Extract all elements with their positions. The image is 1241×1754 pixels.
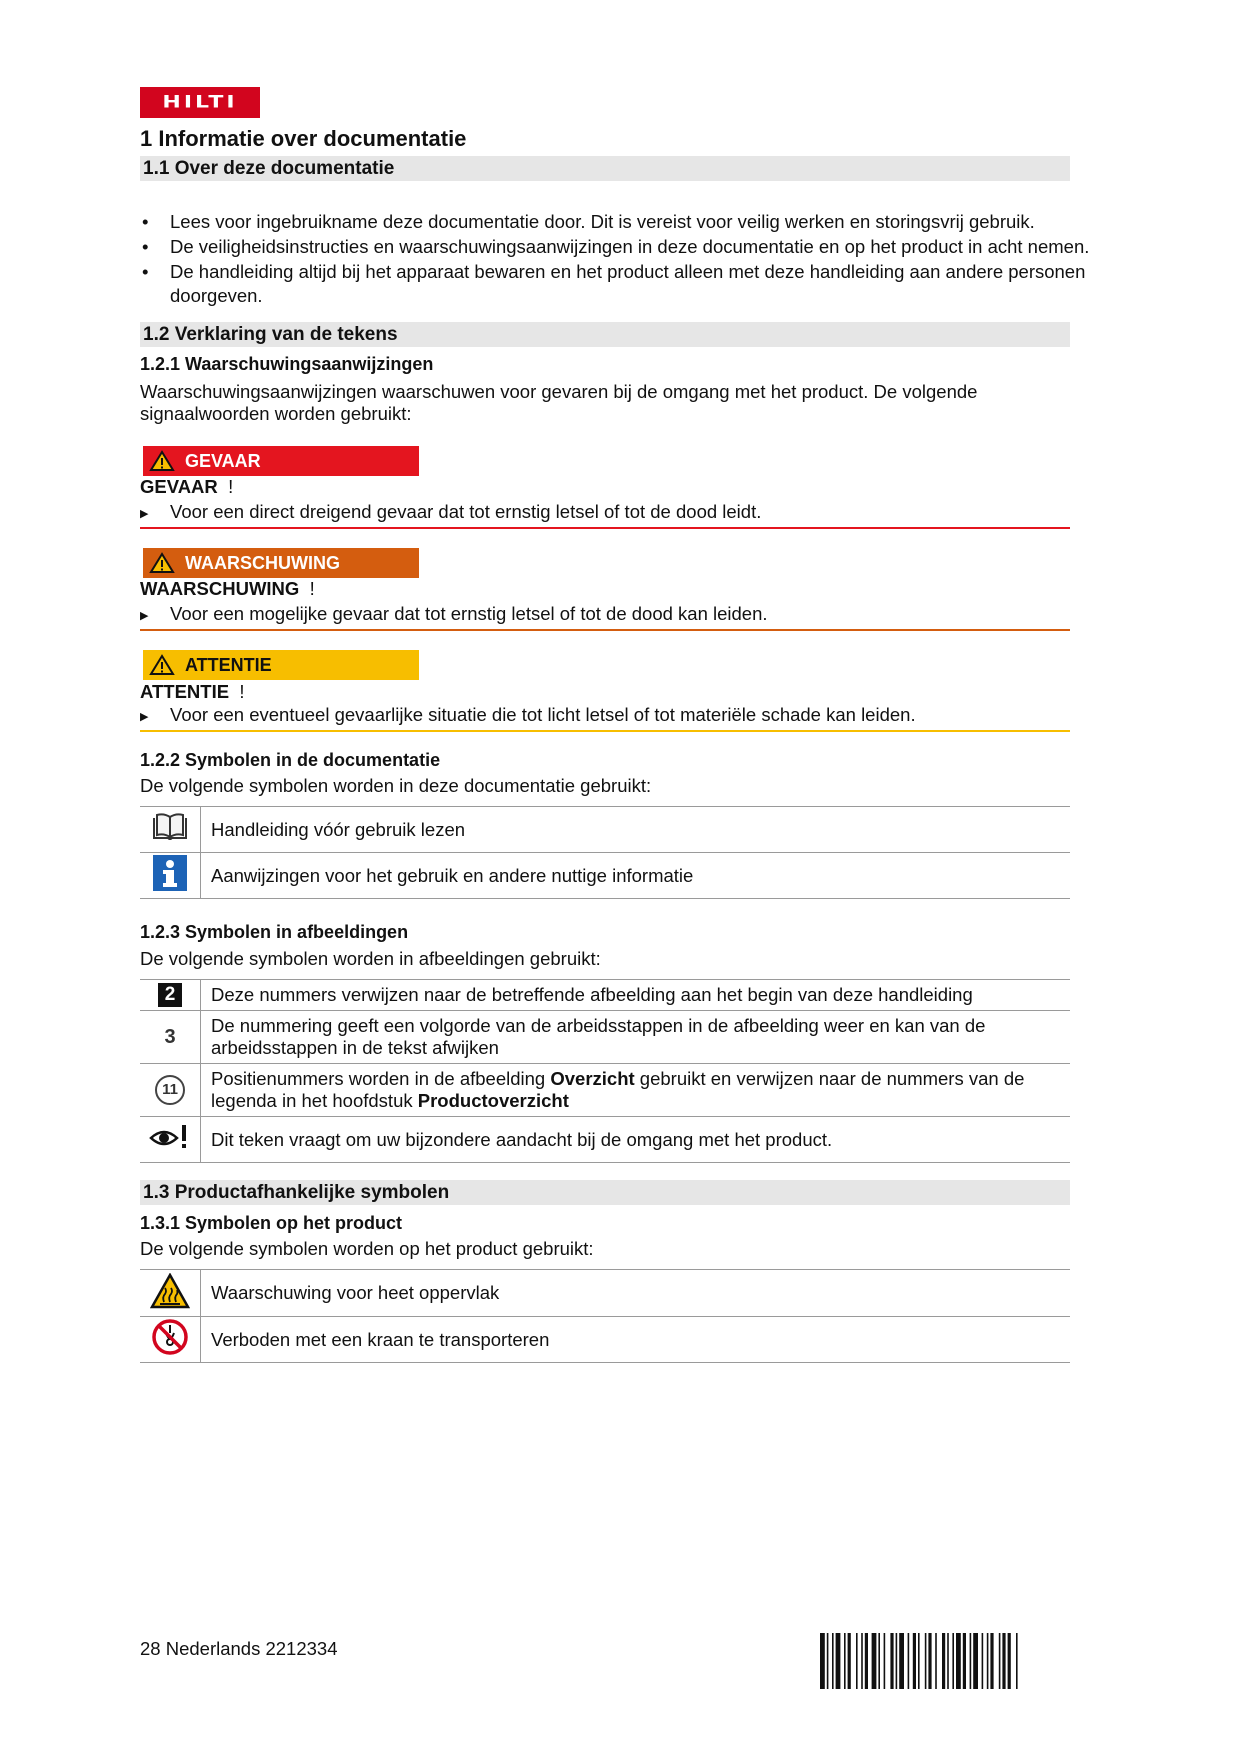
barcode-bar xyxy=(908,1633,910,1689)
list-item: • Lees voor ingebruikname deze documentatie door. Dit is vereist voor veilig werken en storingsvrij gebruik. xyxy=(140,210,1160,234)
table-row: Dit teken vraagt om uw bijzondere aandacht bij de omgang met het product. xyxy=(140,1117,1070,1163)
barcode-bar xyxy=(947,1633,949,1689)
section-1-2-2-heading: 1.2.2 Symbolen in de documentatie xyxy=(140,750,441,770)
table-row: Aanwijzingen voor het gebruik en andere nuttige informatie xyxy=(140,853,1070,899)
barcode-bar xyxy=(963,1633,966,1689)
barcode-bar xyxy=(856,1633,858,1689)
barcode-bar xyxy=(990,1633,993,1689)
hilti-logo: HILTI xyxy=(140,87,260,118)
barcode-bar xyxy=(820,1633,825,1689)
product-symbols-table xyxy=(140,1269,1070,1363)
barcode-bar xyxy=(899,1633,904,1689)
barcode-bar xyxy=(935,1633,937,1689)
barcode-bar xyxy=(1016,1633,1018,1689)
section-1-3-1-heading: 1.3.1 Symbolen op het product xyxy=(140,1213,403,1233)
barcode-bar xyxy=(918,1633,920,1689)
warning-triangle-icon xyxy=(149,654,175,676)
table-row: 3 De nummering geeft een volgorde van de arbeidsstappen in de afbeelding weer en kan van de arbeidsstappen in de tekst afwijken xyxy=(140,1011,1070,1064)
warning-triangle-icon xyxy=(149,552,175,574)
list-item: • De veiligheidsinstructies en waarschuwingsaanwijzingen in deze documentatie en op het product in acht nemen. xyxy=(140,235,1160,259)
info-icon xyxy=(153,855,187,891)
no-crane-transport-icon xyxy=(151,1318,189,1356)
table-row: Handleiding vóór gebruik lezen xyxy=(140,807,1070,853)
barcode-bar xyxy=(928,1633,931,1689)
barcode-bar xyxy=(878,1633,880,1689)
section-1-2-2-intro: De volgende symbolen worden in deze documentatie gebruikt: xyxy=(140,775,652,796)
warning-signal-label: WAARSCHUWING xyxy=(143,548,419,578)
book-icon xyxy=(151,812,189,842)
warning-triangle-icon xyxy=(149,450,175,472)
hot-surface-warning-icon xyxy=(150,1273,190,1309)
warning-signal-title: WAARSCHUWING ! xyxy=(140,578,315,599)
barcode-bar xyxy=(890,1633,893,1689)
chapter-title: 1 Informatie over documentatie xyxy=(140,126,1070,157)
caution-signal-text: ▶ Voor een eventueel gevaarlijke situatie die tot licht letsel of tot materiële schade kan leiden. xyxy=(140,704,1070,732)
illustration-symbols-table xyxy=(140,979,1070,1163)
barcode-bar xyxy=(896,1633,898,1689)
barcode-bar xyxy=(1008,1633,1011,1689)
section-1-2-heading: 1.2 Verklaring van de tekens xyxy=(140,322,1070,347)
barcode-bar xyxy=(872,1633,877,1689)
eye-attention-icon xyxy=(149,1123,191,1151)
arrow-icon: ▶ xyxy=(140,710,149,723)
number-circle-icon: 11 xyxy=(155,1075,185,1105)
table-row: 2 Deze nummers verwijzen naar de betreffende afbeelding aan het begin van deze handleiding xyxy=(140,980,1070,1011)
barcode xyxy=(820,1633,1078,1689)
table-row: Verboden met een kraan te transporteren xyxy=(140,1317,1070,1363)
barcode-bar xyxy=(827,1633,829,1689)
barcode-bar xyxy=(865,1633,868,1689)
barcode-bar xyxy=(973,1633,978,1689)
barcode-bar xyxy=(884,1633,886,1689)
number-box-icon: 2 xyxy=(158,983,182,1007)
page-footer: 28 Nederlands 2212334 xyxy=(140,1638,338,1659)
barcode-bar xyxy=(925,1633,927,1689)
barcode-bar xyxy=(956,1633,961,1689)
section-1-2-3-heading: 1.2.3 Symbolen in afbeeldingen xyxy=(140,922,409,942)
danger-signal-text: ▶ Voor een direct dreigend gevaar dat tot ernstig letsel of tot de dood leidt. xyxy=(140,501,1070,529)
caution-signal-title: ATTENTIE ! xyxy=(140,681,245,702)
danger-signal-label: GEVAAR xyxy=(143,446,419,476)
position-numbers-text: Positienummers worden in de afbeelding Overzicht gebruikt en verwijzen naar de nummers van de legenda in het hoofdstuk Productoverzicht xyxy=(201,1064,1071,1117)
section-1-1-heading: 1.1 Over deze documentatie xyxy=(140,156,1070,181)
barcode-bar xyxy=(913,1633,916,1689)
danger-signal-title: GEVAAR ! xyxy=(140,476,234,497)
barcode-bar xyxy=(832,1633,834,1689)
section-1-1-bullets xyxy=(140,210,1160,309)
barcode-bar xyxy=(987,1633,989,1689)
barcode-bar xyxy=(1002,1633,1005,1689)
section-1-2-1-intro: Waarschuwingsaanwijzingen waarschuwen voor gevaren bij de omgang met het product. De volgende signaalwoorden worden gebruikt: xyxy=(140,381,978,424)
barcode-bar xyxy=(982,1633,984,1689)
table-row xyxy=(140,1064,1070,1117)
arrow-icon: ▶ xyxy=(140,609,149,622)
arrow-icon: ▶ xyxy=(140,507,149,520)
barcode-bar xyxy=(952,1633,954,1689)
section-1-2-3-intro: De volgende symbolen worden in afbeeldingen gebruikt: xyxy=(140,948,601,969)
documentation-symbols-table xyxy=(140,806,1070,899)
table-row: Waarschuwing voor heet oppervlak xyxy=(140,1270,1070,1317)
barcode-bar xyxy=(999,1633,1001,1689)
section-1-3-heading: 1.3 Productafhankelijke symbolen xyxy=(140,1180,1070,1205)
barcode-bar xyxy=(942,1633,945,1689)
caution-signal-label: ATTENTIE xyxy=(143,650,419,680)
section-1-2-1-heading: 1.2.1 Waarschuwingsaanwijzingen xyxy=(140,354,434,374)
barcode-bar xyxy=(836,1633,841,1689)
number-plain-icon: 3 xyxy=(164,1026,176,1048)
barcode-bar xyxy=(848,1633,851,1689)
section-1-3-1-intro: De volgende symbolen worden op het product gebruikt: xyxy=(140,1238,594,1259)
barcode-bar xyxy=(970,1633,972,1689)
barcode-bar xyxy=(861,1633,863,1689)
barcode-bar xyxy=(844,1633,846,1689)
warning-signal-text: ▶ Voor een mogelijke gevaar dat tot ernstig letsel of tot de dood kan leiden. xyxy=(140,603,1070,631)
list-item: • De handleiding altijd bij het apparaat bewaren en het product alleen met deze handleiding aan andere personen doorgeven. xyxy=(140,260,1160,308)
